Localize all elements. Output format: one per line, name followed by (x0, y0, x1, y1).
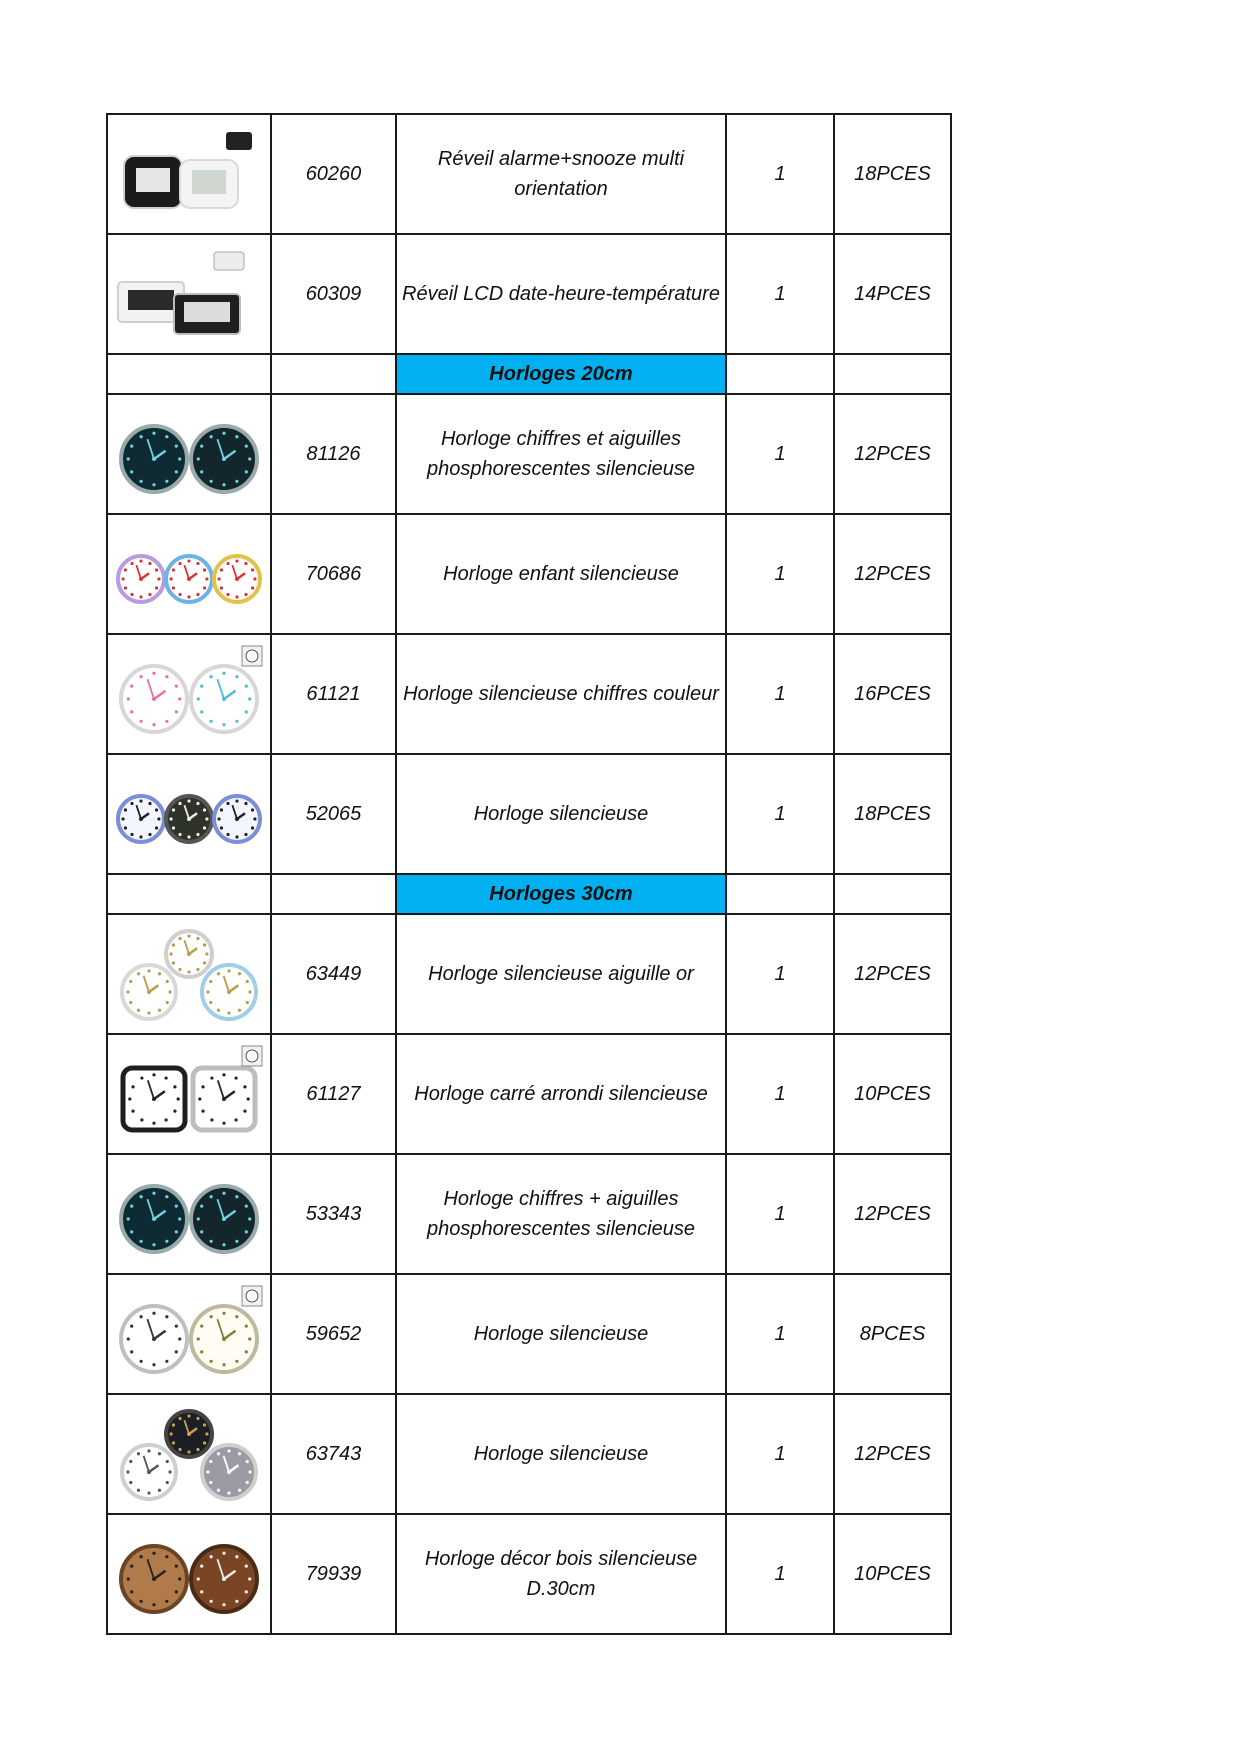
product-image-cell (107, 1394, 271, 1514)
product-quantity: 1 (726, 514, 834, 634)
product-reference: 52065 (271, 754, 396, 874)
product-reference: 79939 (271, 1514, 396, 1634)
product-quantity: 1 (726, 234, 834, 354)
product-pack-size: 12PCES (834, 1154, 951, 1274)
product-quantity: 1 (726, 1514, 834, 1634)
alarm-clocks-lcd-icon (114, 244, 264, 344)
wall-clocks-dark-icon (114, 1164, 264, 1264)
product-quantity: 1 (726, 114, 834, 234)
product-quantity: 1 (726, 1394, 834, 1514)
product-row (107, 514, 951, 634)
product-pack-size: 10PCES (834, 1034, 951, 1154)
product-pack-size: 12PCES (834, 1394, 951, 1514)
product-image-cell (107, 634, 271, 754)
product-description: Horloge enfant silencieuse (396, 514, 726, 634)
product-description: Horloge décor bois silencieuse D.30cm (396, 1514, 726, 1634)
product-image-cell (107, 1274, 271, 1394)
product-image-cell (107, 514, 271, 634)
empty-cell (107, 354, 271, 394)
product-reference: 59652 (271, 1274, 396, 1394)
product-pack-size: 18PCES (834, 114, 951, 234)
product-quantity: 1 (726, 914, 834, 1034)
product-quantity: 1 (726, 1154, 834, 1274)
product-reference: 60260 (271, 114, 396, 234)
product-row (107, 1274, 951, 1394)
product-description: Horloge silencieuse aiguille or (396, 914, 726, 1034)
wall-clocks-kids-icon (114, 524, 264, 624)
product-pack-size: 16PCES (834, 634, 951, 754)
product-description: Horloge carré arrondi silencieuse (396, 1034, 726, 1154)
wall-clocks-color-numbers-icon (114, 644, 264, 744)
product-image-cell (107, 1514, 271, 1634)
alarm-clocks-square-icon (114, 124, 264, 224)
empty-cell (834, 354, 951, 394)
product-image-cell (107, 754, 271, 874)
product-row (107, 1394, 951, 1514)
product-pack-size: 12PCES (834, 514, 951, 634)
product-pack-size: 10PCES (834, 1514, 951, 1634)
empty-cell (726, 354, 834, 394)
product-description: Horloge silencieuse (396, 1274, 726, 1394)
wall-clocks-trio-icon (114, 764, 264, 864)
product-quantity: 1 (726, 754, 834, 874)
product-description: Horloge chiffres et aiguilles phosphorescentes silencieuse (396, 394, 726, 514)
product-description: Horloge silencieuse chiffres couleur (396, 634, 726, 754)
product-description: Horloge chiffres + aiguilles phosphorescentes silencieuse (396, 1154, 726, 1274)
empty-cell (834, 874, 951, 914)
product-reference: 81126 (271, 394, 396, 514)
product-row (107, 1514, 951, 1634)
product-pack-size: 18PCES (834, 754, 951, 874)
product-quantity: 1 (726, 1034, 834, 1154)
wall-clocks-dark-icon (114, 404, 264, 504)
empty-cell (271, 874, 396, 914)
product-reference: 63743 (271, 1394, 396, 1514)
product-description: Horloge silencieuse (396, 754, 726, 874)
empty-cell (107, 874, 271, 914)
product-row (107, 234, 951, 354)
product-reference: 60309 (271, 234, 396, 354)
product-row (107, 634, 951, 754)
product-reference: 63449 (271, 914, 396, 1034)
product-image-cell (107, 1034, 271, 1154)
product-row (107, 1034, 951, 1154)
product-description: Horloge silencieuse (396, 1394, 726, 1514)
product-image-cell (107, 114, 271, 234)
product-pack-size: 14PCES (834, 234, 951, 354)
product-pack-size: 8PCES (834, 1274, 951, 1394)
product-quantity: 1 (726, 634, 834, 754)
product-description: Réveil alarme+snooze multi orientation (396, 114, 726, 234)
wall-clocks-square-icon (114, 1044, 264, 1144)
product-table (106, 113, 952, 1635)
product-reference: 70686 (271, 514, 396, 634)
product-quantity: 1 (726, 394, 834, 514)
product-image-cell (107, 234, 271, 354)
product-row (107, 394, 951, 514)
wall-clocks-gold-hands-icon (114, 924, 264, 1024)
section-header-row (107, 354, 951, 394)
section-title: Horloges 30cm (396, 874, 726, 914)
product-row (107, 914, 951, 1034)
product-reference: 61127 (271, 1034, 396, 1154)
product-row (107, 754, 951, 874)
product-row (107, 1154, 951, 1274)
empty-cell (726, 874, 834, 914)
section-header-row (107, 874, 951, 914)
product-reference: 53343 (271, 1154, 396, 1274)
product-description: Réveil LCD date-heure-température (396, 234, 726, 354)
product-pack-size: 12PCES (834, 914, 951, 1034)
product-quantity: 1 (726, 1274, 834, 1394)
product-image-cell (107, 914, 271, 1034)
wall-clocks-wood-icon (114, 1524, 264, 1624)
empty-cell (271, 354, 396, 394)
product-row (107, 114, 951, 234)
wall-clocks-white-icon (114, 1284, 264, 1384)
product-pack-size: 12PCES (834, 394, 951, 514)
product-image-cell (107, 1154, 271, 1274)
product-image-cell (107, 394, 271, 514)
section-title: Horloges 20cm (396, 354, 726, 394)
wall-clocks-mixed-icon (114, 1404, 264, 1504)
product-reference: 61121 (271, 634, 396, 754)
